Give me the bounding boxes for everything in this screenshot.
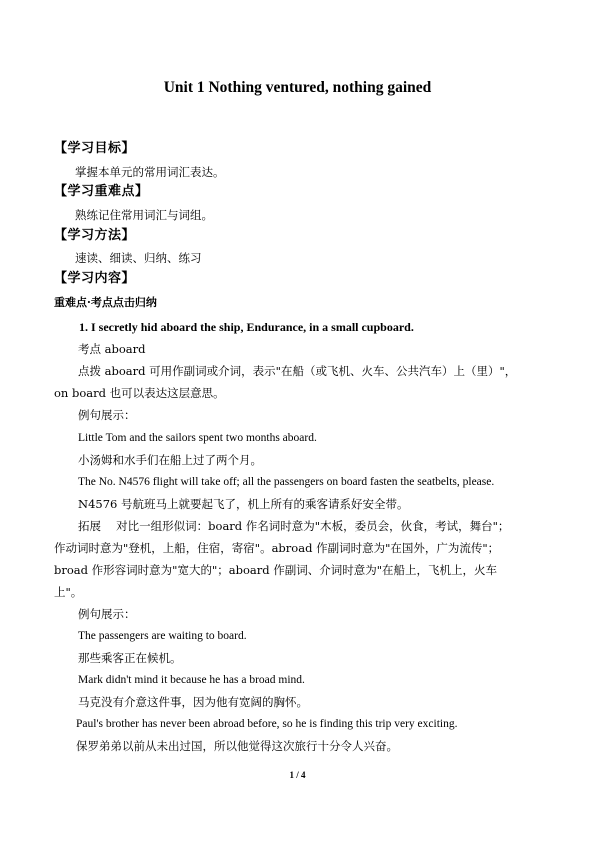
- key-text: 熟练记住常用词汇与词组。: [75, 208, 213, 222]
- page-title: Unit 1 Nothing ventured, nothing gained: [163, 79, 432, 96]
- example-2-cn: N4576 号航班马上就要起飞了，机上所有的乘客请系好安全带。: [78, 497, 409, 511]
- example-5-cn: 保罗弟弟以前从未出过国，所以他觉得这次旅行十分令人兴奋。: [76, 739, 398, 753]
- example-4-cn: 马克没有介意这件事，因为他有宽阔的胸怀。: [78, 695, 308, 709]
- goal-heading: 【学习目标】: [54, 141, 136, 156]
- method-heading: 【学习方法】: [54, 228, 136, 243]
- example-1-cn: 小汤姆和水手们在船上过了两个月。: [78, 453, 262, 467]
- example-label-1: 例句展示：: [78, 408, 136, 422]
- content-heading: 【学习内容】: [54, 271, 136, 286]
- content-subheading: 重难点·考点点击归纳: [54, 296, 157, 309]
- point1-title: 1. I secretly hid aboard the ship, Endurance, in a small cupboard.: [79, 320, 414, 334]
- page-number: 1 / 4: [289, 770, 306, 780]
- goal-text: 掌握本单元的常用词汇表达。: [75, 165, 225, 179]
- point-label: 考点 aboard: [78, 342, 146, 356]
- example-1-en: Little Tom and the sailors spent two months aboard.: [78, 432, 317, 444]
- method-text: 速读、细读、归纳、练习: [75, 251, 202, 265]
- extension-line-4: 上"。: [54, 585, 83, 599]
- tip-line-2: on board 也可以表达这层意思。: [54, 386, 225, 400]
- example-label-2: 例句展示：: [78, 607, 136, 621]
- example-4-en: Mark didn't mind it because he has a broad mind.: [78, 674, 305, 686]
- key-heading: 【学习重难点】: [54, 184, 149, 199]
- extension-line-3: broad 作形容词时意为"宽大的"；aboard 作副词、介词时意为"在船上，飞机上，火车: [54, 563, 498, 577]
- example-5-en: Paul's brother has never been abroad before, so he is finding this trip very exciting.: [76, 718, 458, 730]
- extension-line-2: 作动词时意为"登机，上船，住宿，寄宿"。abroad 作副词时意为"在国外，广为流传"；: [54, 541, 500, 555]
- extension-line-1: 拓展 对比一组形似词：board 作名词时意为"木板，委员会，伙食，考试，舞台"；: [78, 519, 510, 533]
- example-3-en: The passengers are waiting to board.: [78, 630, 247, 642]
- tip-line-1: 点拨 aboard 可用作副词或介词，表示"在船（或飞机、火车、公共汽车）上（里）"，: [78, 364, 517, 378]
- example-3-cn: 那些乘客正在候机。: [78, 651, 182, 665]
- example-2-en: The No. N4576 flight will take off; all the passengers on board fasten the seatbelts, please.: [78, 476, 495, 488]
